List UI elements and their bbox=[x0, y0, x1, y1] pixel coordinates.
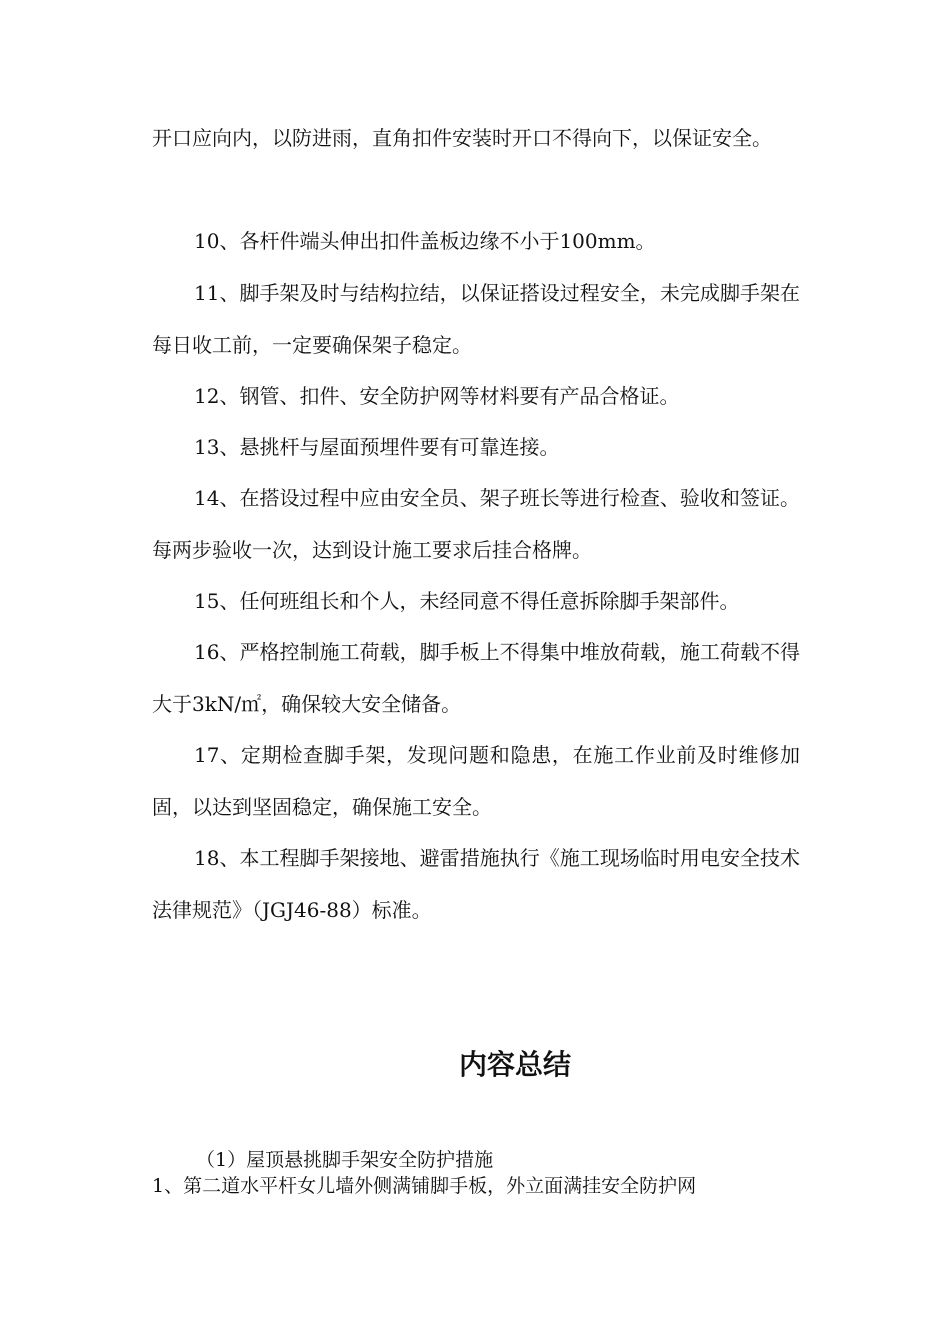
paragraph-item-12: 12、钢管、扣件、安全防护网等材料要有产品合格证。 bbox=[194, 384, 680, 408]
paragraph-item-16: 16、严格控制施工荷载，脚手板上不得集中堆放荷载，施工荷载不得大于3kN/㎡，确保较大安全储备。 bbox=[152, 640, 800, 716]
paragraph-item-13: 13、悬挑杆与屋面预埋件要有可靠连接。 bbox=[194, 435, 560, 459]
paragraph-item-14: 14、在搭设过程中应由安全员、架子班长等进行检查、验收和签证。每两步验收一次，达到设计施工要求后挂合格牌。 bbox=[152, 486, 800, 562]
paragraph-item-11: 11、脚手架及时与结构拉结，以保证搭设过程安全，未完成脚手架在每日收工前，一定要确保架子稳定。 bbox=[152, 281, 800, 357]
summary-subtitle: （1）屋顶悬挑脚手架安全防护措施 bbox=[196, 1149, 494, 1171]
summary-item: 1、第二道水平杆女儿墙外侧满铺脚手板，外立面满挂安全防护网 bbox=[152, 1175, 697, 1197]
paragraph-item-10: 10、各杆件端头伸出扣件盖板边缘不小于100mm。 bbox=[194, 229, 656, 253]
paragraph-item-17: 17、定期检查脚手架，发现问题和隐患，在施工作业前及时维修加固，以达到坚固稳定，确保施工安全。 bbox=[152, 743, 800, 819]
summary-title: 内容总结 bbox=[458, 1048, 571, 1081]
paragraph-item-18: 18、本工程脚手架接地、避雷措施执行《施工现场临时用电安全技术法律规范》（JGJ46-88）标准。 bbox=[152, 846, 800, 922]
paragraph-continuation: 开口应向内，以防进雨，直角扣件安装时开口不得向下，以保证安全。 bbox=[152, 126, 772, 150]
paragraph-item-15: 15、任何班组长和个人，未经同意不得任意拆除脚手架部件。 bbox=[194, 589, 740, 613]
